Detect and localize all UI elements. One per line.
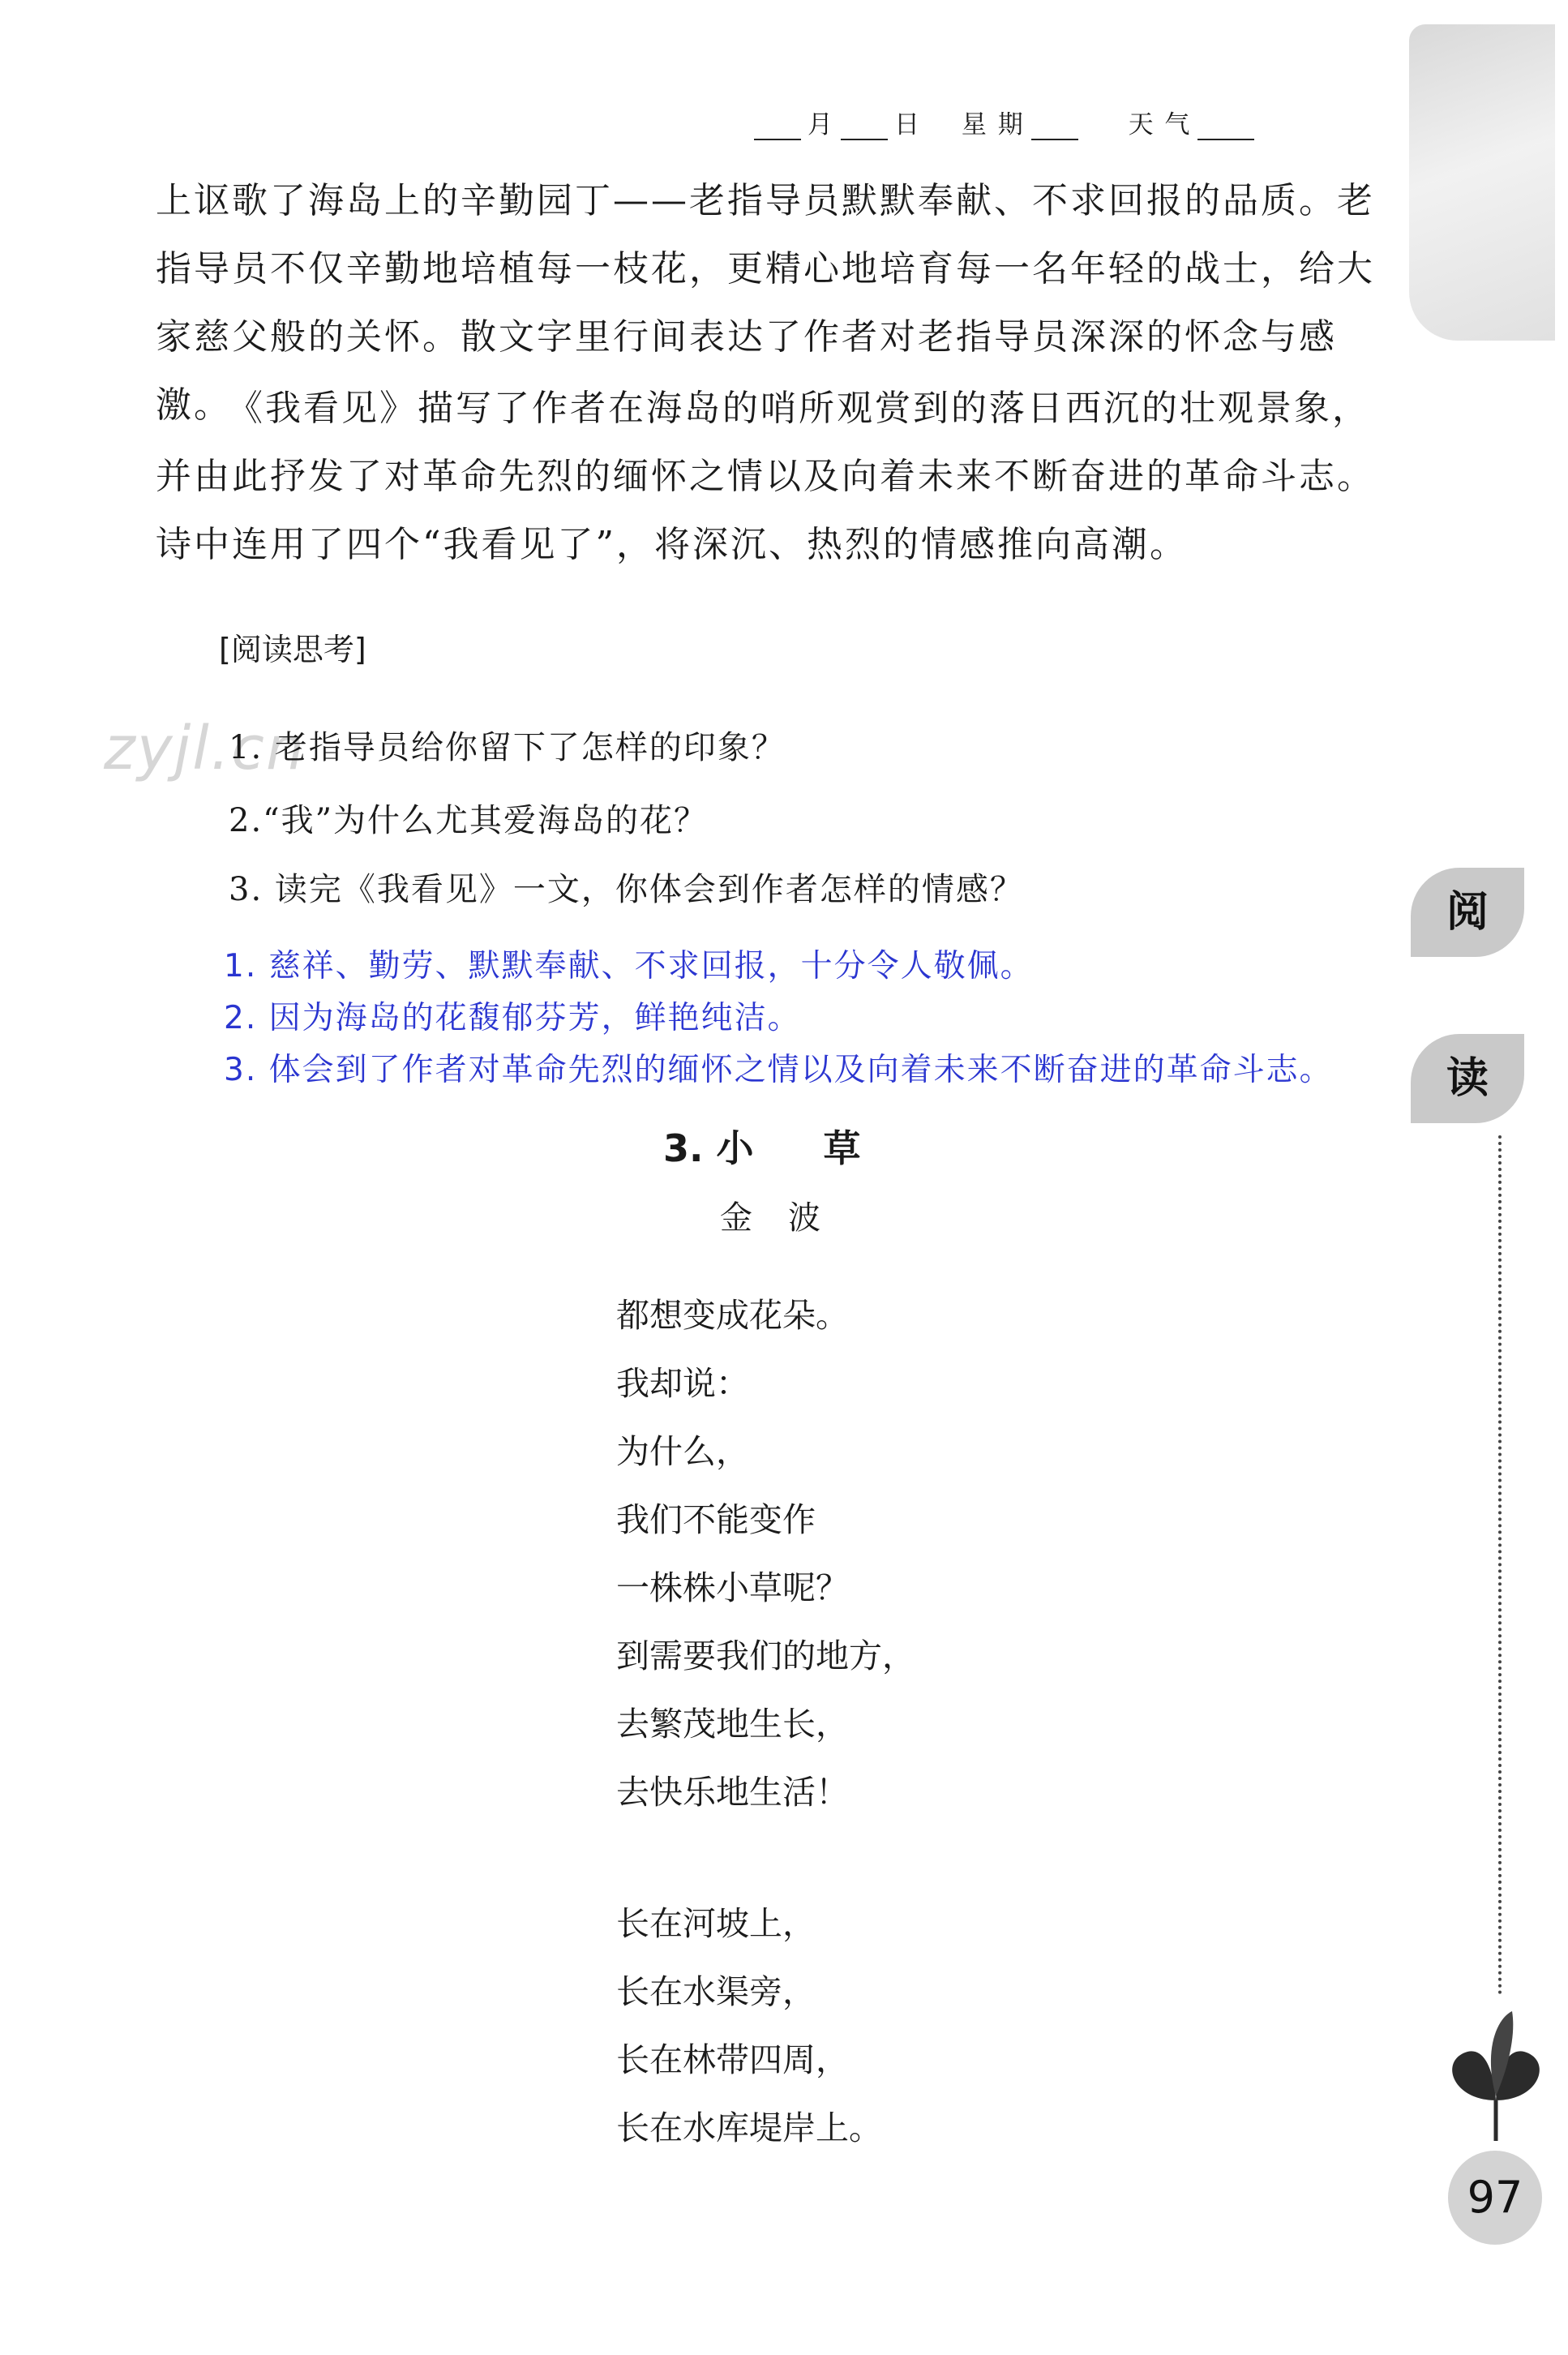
day-blank [841,118,888,140]
poem-stanza-2 [616,1890,882,2162]
dotted-line [1498,1135,1502,1995]
verse-line: 长在水渠旁， [616,1972,816,2011]
verse-line: 长在林带四周， [616,2040,849,2079]
side-tab-read-1: 阅 [1411,868,1524,957]
poem-stanza-1 [616,1281,915,1826]
poem-author: 金波 [720,1199,856,1237]
weather-blank [1197,118,1254,140]
intro-text-2: 《我看见》描写了作者在海岛的哨所观赏到的落日西沉的壮观景象，并由此抒发了对革命先烈的缅怀之情以及向着未来不断奋进的革命斗志。诗中连用了四个“我看见了”，将深沉、热烈的情感推向高潮。 [156,388,1375,565]
day-label: 日 [894,110,921,139]
month-label: 月 [808,110,834,139]
watermark: zyjl.cn [104,714,306,783]
weekday-blank [1031,118,1078,140]
verse-line: 我们不能变作 [616,1500,816,1539]
corner-decoration [1409,24,1555,341]
poem-title-number: 3. 小 [663,1126,754,1170]
intro-paragraph-2 [156,375,1396,579]
answer-2: 2. 因为海岛的花馥郁芬芳，鲜艳纯洁。 [224,1000,801,1036]
question-3: 3. 读完《我看见》一文，你体会到作者怎样的情感？ [229,871,1024,908]
date-weather-header [754,104,1254,140]
verse-line: 到需要我们的地方， [616,1636,915,1675]
verse-line: 长在河坡上， [616,1904,816,1943]
side-tab-read-2: 读 [1411,1034,1524,1123]
answer-3: 3. 体会到了作者对革命先烈的缅怀之情以及向着未来不断奋进的革命斗志。 [224,1052,1333,1088]
answer-1: 1. 慈祥、勤劳、默默奉献、不求回报，十分令人敬佩。 [224,948,1034,984]
verse-line: 一株株小草呢？ [616,1568,849,1607]
verse-line: 都想变成花朵。 [616,1296,849,1335]
question-1: 1. 老指导员给你留下了怎样的印象？ [229,729,786,766]
month-blank [754,118,801,140]
intro-text-1: 上讴歌了海岛上的辛勤园丁——老指导员默默奉献、不求回报的品质。老指导员不仅辛勤地培植每一枝花，更精心地培育每一名年轻的战士，给大家慈父般的关怀。散文字里行间表达了作者对老指导员深深的怀念与感激。 [156,180,1375,426]
verse-line: 去繁茂地生长， [616,1705,849,1744]
poem-title-word: 草 [823,1126,861,1170]
verse-line: 去快乐地生活！ [616,1773,849,1812]
verse-line: 我却说： [616,1364,749,1403]
page-number: 97 [1448,2151,1542,2245]
verse-line: 为什么， [616,1432,749,1471]
section-title: [阅读思考] [219,632,366,667]
weekday-label: 星 期 [961,110,1025,139]
verse-line: 长在水库堤岸上。 [616,2108,882,2147]
leaf-icon [1435,2003,1557,2141]
weather-label: 天 气 [1128,110,1192,139]
question-2: 2.“我”为什么尤其爱海岛的花？ [229,802,709,839]
poem-title [663,1119,861,1173]
